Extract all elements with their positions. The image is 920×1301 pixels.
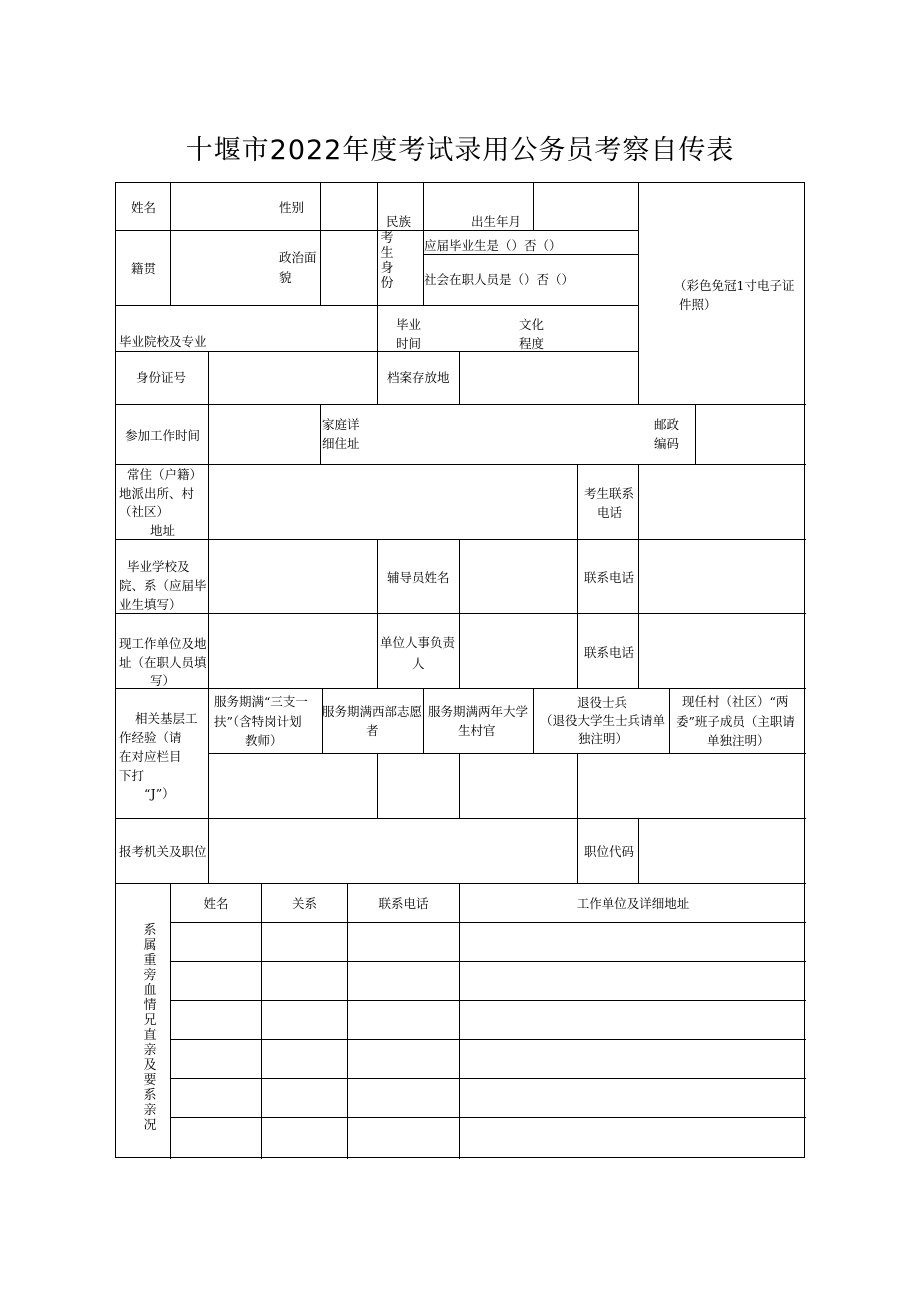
exp-option-veteran-cont2: 独注明）: [578, 731, 629, 746]
label-police-station: 常住（户籍）: [127, 467, 203, 482]
exp-option-veteran: 退役士兵: [577, 695, 628, 710]
grid-line: [320, 404, 321, 464]
grid-line: [208, 464, 209, 539]
label-grassroots-exp-cont: 作经验（请: [119, 730, 182, 745]
label-phone: 联系电话: [584, 645, 635, 660]
label-gender: 性别: [279, 200, 305, 215]
grid-line: [377, 753, 378, 818]
grid-line: [533, 688, 534, 753]
grid-line: [638, 183, 639, 404]
exp-option-village-official: 服务期满两年大学: [428, 704, 529, 719]
label-education: 文化: [519, 317, 545, 332]
page-title: 十堰市2022年度考试录用公务员考察自传表: [185, 135, 735, 166]
label-police-station-cont: 地派出所、村: [119, 486, 195, 501]
grid-line: [116, 539, 806, 540]
label-birth-date: 出生年月: [471, 214, 522, 229]
relatives-col-name: 姓名: [203, 895, 229, 911]
label-ethnicity: 民族: [386, 214, 412, 229]
grid-line: [320, 183, 321, 305]
label-political-status-cont: 貌: [279, 270, 292, 285]
exp-option-village-committee: 现任村（社区）“两: [682, 694, 789, 709]
label-candidate-phone: 考生联系: [584, 486, 635, 501]
label-home-address: 家庭详: [322, 417, 360, 432]
grid-line: [170, 1039, 806, 1040]
label-police-station-cont3: 地址: [150, 523, 176, 538]
label-hr-manager: 单位人事负责: [380, 635, 456, 650]
label-grad-school-cont2: 业生填写）: [119, 597, 182, 612]
grid-line: [116, 613, 806, 614]
exp-option-village-committee-cont: 委”班子成员（主职请: [676, 714, 795, 729]
exp-option-village-committee-cont2: 单独注明）: [707, 733, 770, 748]
grid-line: [423, 688, 424, 753]
grid-line: [208, 753, 806, 754]
grid-line: [170, 183, 171, 305]
grid-line: [638, 464, 639, 539]
exp-option-western-volunteer: 服务期满西部志愿: [322, 704, 423, 719]
label-police-station-cont2: （社区）: [119, 504, 170, 519]
grid-line: [459, 753, 460, 818]
label-position-code: 职位代码: [584, 844, 635, 859]
exp-option-san-zhi-yi-fu-cont2: 教师）: [245, 733, 283, 748]
grid-line: [347, 883, 348, 1159]
label-fresh-graduate: 应届毕业生是（）否（）: [424, 238, 562, 253]
label-current-employer-cont2: 写）: [150, 673, 176, 688]
label-native-place: 籍贯: [131, 261, 157, 276]
label-counselor-name: 辅导员姓名: [387, 570, 450, 585]
label-relatives: 系属重旁血情兄直亲及要系亲况: [143, 923, 157, 1133]
grid-line: [208, 818, 209, 883]
grid-line: [577, 753, 578, 818]
grid-line: [459, 539, 460, 688]
label-political-status: 政治面: [279, 250, 317, 265]
grid-line: [116, 688, 806, 689]
grid-line: [423, 183, 424, 230]
label-employed: 社会在职人员是（）否（）: [424, 272, 575, 287]
grid-line: [459, 883, 460, 1159]
relatives-col-work: 工作单位及详细地址: [576, 895, 690, 911]
label-candidate-identity: 考生身份: [380, 231, 394, 291]
grid-line: [638, 539, 639, 688]
label-grad-time: 毕业: [396, 317, 422, 332]
grid-line: [170, 883, 171, 1159]
label-candidate-phone-cont: 电话: [597, 505, 623, 520]
grid-line: [116, 818, 806, 819]
exp-option-veteran-cont: （退役大学生士兵请单: [540, 713, 666, 728]
label-education-cont: 程度: [519, 336, 545, 351]
grid-line: [577, 539, 578, 688]
grid-line: [208, 351, 209, 464]
grid-line: [116, 404, 806, 405]
exp-option-western-volunteer-cont: 者: [366, 723, 379, 738]
grid-line: [170, 1117, 806, 1118]
grid-line: [170, 1078, 806, 1079]
label-current-employer: 现工作单位及地: [119, 636, 207, 651]
grid-line: [261, 883, 262, 1159]
grid-line: [695, 404, 696, 464]
label-postal-code: 邮政: [654, 417, 680, 432]
grid-line: [577, 818, 578, 883]
label-grassroots-exp-cont4: “J”）: [144, 786, 175, 801]
grid-line: [208, 539, 209, 688]
grid-line: [208, 688, 209, 818]
label-archive-location: 档案存放地: [387, 370, 450, 385]
label-apply-position: 报考机关及职位: [119, 844, 207, 859]
label-grad-time-cont: 时间: [396, 336, 422, 351]
label-home-address-cont: 细住址: [322, 436, 360, 451]
relatives-col-relation: 关系: [291, 895, 317, 911]
label-phone: 联系电话: [584, 570, 635, 585]
label-current-employer-cont: 址（在职人员填: [119, 655, 207, 670]
label-grad-school: 毕业学校及: [127, 559, 190, 574]
photo-placeholder-text-cont: 件照）: [679, 297, 717, 312]
label-grassroots-exp: 相关基层工: [135, 711, 198, 726]
label-work-start: 参加工作时间: [125, 428, 201, 443]
grid-line: [638, 818, 639, 883]
grid-line: [577, 464, 578, 539]
registration-form: [115, 182, 805, 1158]
photo-placeholder-text: （彩色免冠1寸电子证: [674, 278, 795, 293]
exp-option-san-zhi-yi-fu-cont: 扶”（含特岗计划: [214, 714, 302, 729]
label-hr-manager-cont: 人: [412, 656, 425, 671]
label-name: 姓名: [131, 200, 157, 215]
grid-line: [377, 539, 378, 688]
label-grassroots-exp-cont3: 下打: [119, 768, 145, 783]
exp-option-village-official-cont: 生村官: [458, 723, 496, 738]
exp-option-san-zhi-yi-fu: 服务期满“三支一: [214, 694, 308, 709]
label-id-number: 身份证号: [136, 370, 187, 385]
grid-line: [533, 183, 534, 230]
grid-line: [669, 688, 670, 753]
label-grad-school-cont: 院、系（应届毕: [119, 578, 207, 593]
relatives-col-phone: 联系电话: [378, 895, 429, 911]
grid-line: [459, 351, 460, 404]
grid-line: [377, 183, 378, 404]
grid-line: [116, 464, 806, 465]
label-school-major: 毕业院校及专业: [119, 334, 207, 349]
grid-line: [170, 922, 806, 923]
grid-line: [170, 961, 806, 962]
grid-line: [170, 1000, 806, 1001]
label-postal-code-cont: 编码: [654, 436, 680, 451]
label-grassroots-exp-cont2: 在对应栏目: [119, 749, 182, 764]
